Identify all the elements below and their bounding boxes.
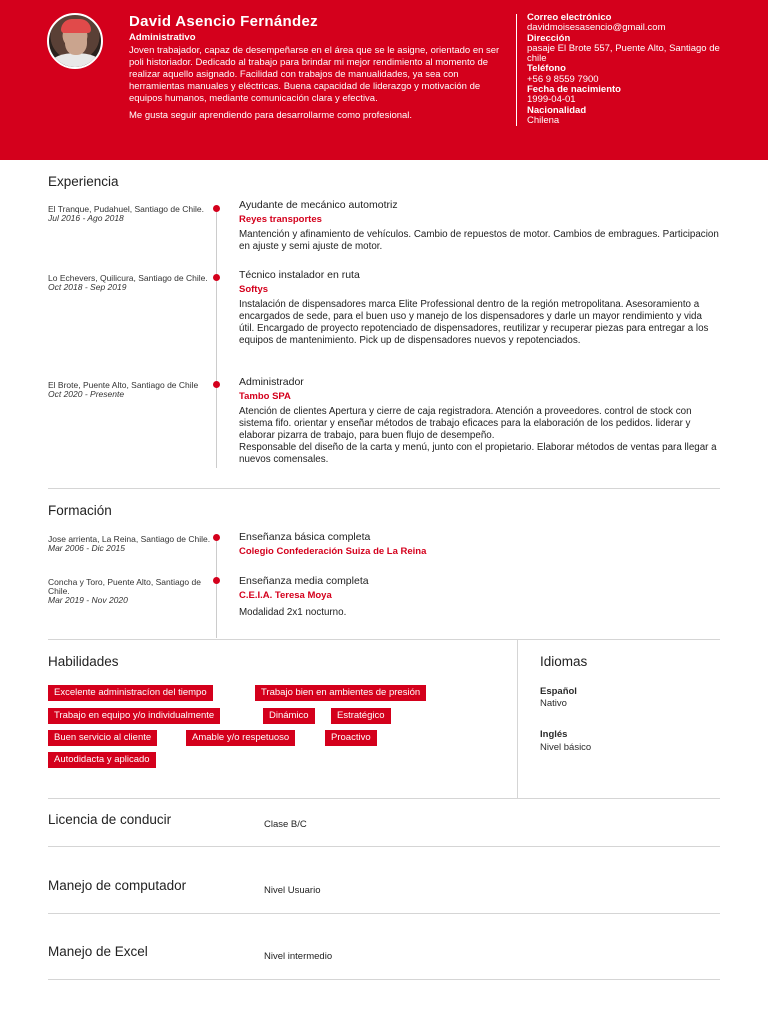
job-title: Ayudante de mecánico automotriz [239,199,398,211]
education-location [48,535,213,553]
email-label: Correo electrónico [527,12,612,23]
candidate-name: David Asencio Fernández [129,13,318,30]
contact-info [527,13,727,126]
education-entry [239,531,719,557]
date-range: Mar 2006 - Dic 2015 [48,543,126,553]
column-divider [517,640,518,798]
language-level: Nivel básico [540,742,592,753]
address-label: Dirección [527,32,571,44]
timeline-dot [213,205,220,212]
experience-title: Experiencia [48,174,119,189]
language-name: Español [540,686,577,697]
excel-title: Manejo de Excel [48,944,148,959]
education-timeline [216,534,217,638]
date-range: Oct 2018 - Sep 2019 [48,282,127,292]
section-divider [48,846,720,847]
excel-value: Nivel intermedio [264,951,333,962]
education-note: Modalidad 2x1 nocturno. [239,607,347,618]
company-name: Reyes transportes [239,214,322,225]
location-text: Jose arrienta, La Reina, Santiago de Chile. [48,534,211,544]
section-divider [48,913,720,914]
experience-entry [239,199,719,253]
computer-value: Nivel Usuario [264,885,321,896]
date-range: Oct 2020 - Presente [48,389,125,399]
job-title: Técnico instalador en ruta [239,269,360,281]
location-text: Concha y Toro, Puente Alto, Santiago de Chile. [48,577,201,596]
license-value: Clase B/C [264,819,307,830]
skill-tag: Estratégico [331,708,391,724]
company-name: Tambo SPA [239,391,291,402]
nationality-label: Nacionalidad [527,104,587,116]
job-title: Administrador [239,376,304,388]
degree-title: Enseñanza media completa [239,575,369,587]
address-value: pasaje El Brote 557, Puente Alto, Santiago de chile [527,42,720,65]
experience-entry [239,269,719,347]
school-name: Colegio Confederación Suiza de La Reina [239,546,427,557]
nationality-value: Chilena [527,114,560,126]
skill-tag: Excelente administracíon del tiempo [48,685,213,701]
section-divider [48,488,720,489]
header [0,0,768,160]
location-text: El Tranque, Pudahuel, Santiago de Chile. [48,204,204,214]
timeline-dot [213,534,220,541]
languages-title: Idiomas [540,654,588,669]
summary-paragraph: Joven trabajador, capaz de desempeñarse en el área que se le asigne, orientado en ser poli historiador. Dedicado al trabajo para brindar mi mejor rendimiento al momento de realizar aquello asignado. Facilidad con trabajos de manualidades, ya sea con herramientas manuales y eléctricas. Buena capacidad de liderazgo y motivación de equipos humanos, mediante comunicación clara y efectiva. [129,45,500,104]
section-divider [48,798,720,799]
experience-location [48,274,213,292]
summary-paragraph: Me gusta seguir aprendiendo para desarrollarme como profesional. [129,109,413,121]
skill-tag: Trabajo en equipo y/o individualmente [48,708,220,724]
date-range: Mar 2019 - Nov 2020 [48,595,128,605]
job-description: Atención de clientes Apertura y cierre de caja registradora. Atención a proveedores. control de stock con sistema fifo. orientar y enseñar métodos de trabajo eficaces para la elaboración de los pedidos. liderar y elaborar pizarra de trabajo, para buen flujo de desempeño. [239,406,692,441]
job-description: Mantención y afinamiento de vehículos. Cambio de repuestos de motor. Cambios de embragues. Participacion en ajuste y semi ajuste de motor. [239,229,719,252]
skill-tag: Dinámico [263,708,315,724]
experience-location [48,381,213,399]
timeline-dot [213,274,220,281]
skill-tag: Buen servicio al cliente [48,730,157,746]
timeline-dot [213,381,220,388]
school-name: C.E.I.A. Teresa Moya [239,590,332,601]
birth-value: 1999-04-01 [527,94,576,106]
job-description: Instalación de dispensadores marca Elite Professional dentro de la región metropolitana. Asesoramiento a encargados de sede, para el buen uso y manejo de los dispensadores y darle un mayor rendimiento y vida útil. Encargado de proyecto repotenciado de dispensadores, reutilizar y recuperar piezas para entregar a los equipos de mantenimiento. Pick up de dispensadores nuevos y repotenciados. [239,299,709,346]
skill-tag: Proactivo [325,730,377,746]
skill-tag: Autodidacta y aplicado [48,752,156,768]
phone-value[interactable]: +56 9 8559 7900 [527,73,599,85]
experience-entry [239,376,719,466]
header-divider [516,14,517,126]
skill-tag: Trabajo bien en ambientes de presión [255,685,426,701]
education-title: Formación [48,503,112,518]
birth-label: Fecha de nacimiento [527,84,621,96]
skills-title: Habilidades [48,654,119,669]
computer-title: Manejo de computador [48,878,187,893]
date-range: Jul 2016 - Ago 2018 [48,213,124,223]
candidate-role: Administrativo [129,32,196,43]
experience-timeline [216,206,217,468]
language-level: Nativo [540,698,567,709]
license-title: Licencia de conducir [48,812,172,827]
language-name: Inglés [540,729,568,740]
company-name: Softys [239,284,269,295]
profile-summary [129,45,501,126]
phone-label: Teléfono [527,63,566,75]
experience-location [48,205,213,223]
degree-title: Enseñanza básica completa [239,531,371,543]
location-text: El Brote, Puente Alto, Santiago de Chile [48,380,199,390]
email-value[interactable]: davidmoisesasencio@gmail.com [527,22,666,34]
education-entry [239,575,719,619]
section-divider [48,979,720,980]
skill-tag: Amable y/o respetuoso [186,730,295,746]
avatar [47,13,103,69]
education-location [48,578,213,605]
timeline-dot [213,577,220,584]
location-text: Lo Echevers, Quilicura, Santiago de Chile. [48,273,208,283]
job-description: Responsable del diseño de la carta y menú, junto con el propietario. Elaborar métodos de ventas para llegar a nuevos comensales. [239,442,717,465]
section-divider [48,639,720,640]
